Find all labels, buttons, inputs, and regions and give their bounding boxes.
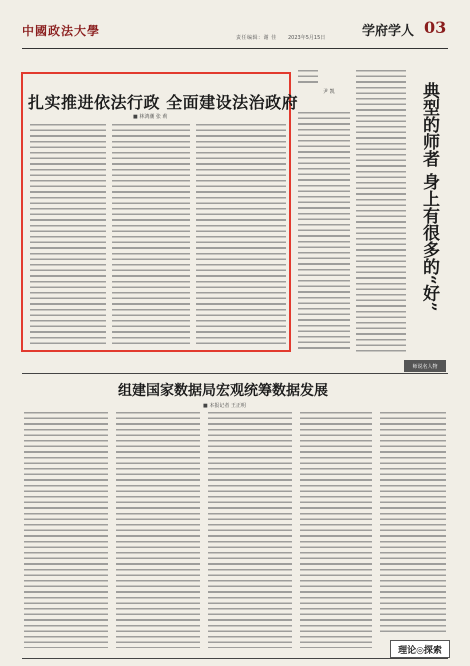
masthead <box>22 14 448 49</box>
side-author-tag: 尹 凯 <box>323 89 335 95</box>
bottom-column-1 <box>24 412 108 648</box>
bottom-column-3 <box>208 412 292 648</box>
issue-date: 2023年5月15日 <box>288 35 326 41</box>
page-number: 03 <box>424 18 447 37</box>
main-article-byline: ■ 林鸿潮 张 莉 <box>133 114 168 120</box>
upper-right-column-2 <box>298 112 350 352</box>
section-divider <box>22 373 448 374</box>
bottom-article-title: 组建国家数据局宏观统筹数据发展 <box>118 383 328 399</box>
editor-credit: 责任编辑：谢 佳 <box>236 35 277 41</box>
section-name: 学府学人 <box>362 24 415 39</box>
bottom-column-5 <box>380 412 446 636</box>
bottom-column-2 <box>116 412 200 648</box>
upper-right-column-1 <box>298 70 318 84</box>
newspaper-logo: 中國政法大學 <box>22 24 101 38</box>
side-column-tag: 师说名人物 <box>404 360 446 372</box>
footer-section-logo: 理论◎探索 <box>390 640 450 658</box>
main-article-column-2 <box>112 124 190 346</box>
main-article-column-3 <box>196 124 286 346</box>
side-article-title: 典型的师者 身上有很多的“好” <box>419 82 439 312</box>
main-article-title: 扎实推进依法行政 全面建设法治政府 <box>28 93 299 112</box>
bottom-article-byline: ■ 本报记者 王正明 <box>203 403 246 409</box>
upper-right-column-3 <box>356 70 406 352</box>
bottom-column-4 <box>300 412 372 648</box>
main-article-column-1 <box>30 124 106 346</box>
footer-rule <box>22 658 448 659</box>
